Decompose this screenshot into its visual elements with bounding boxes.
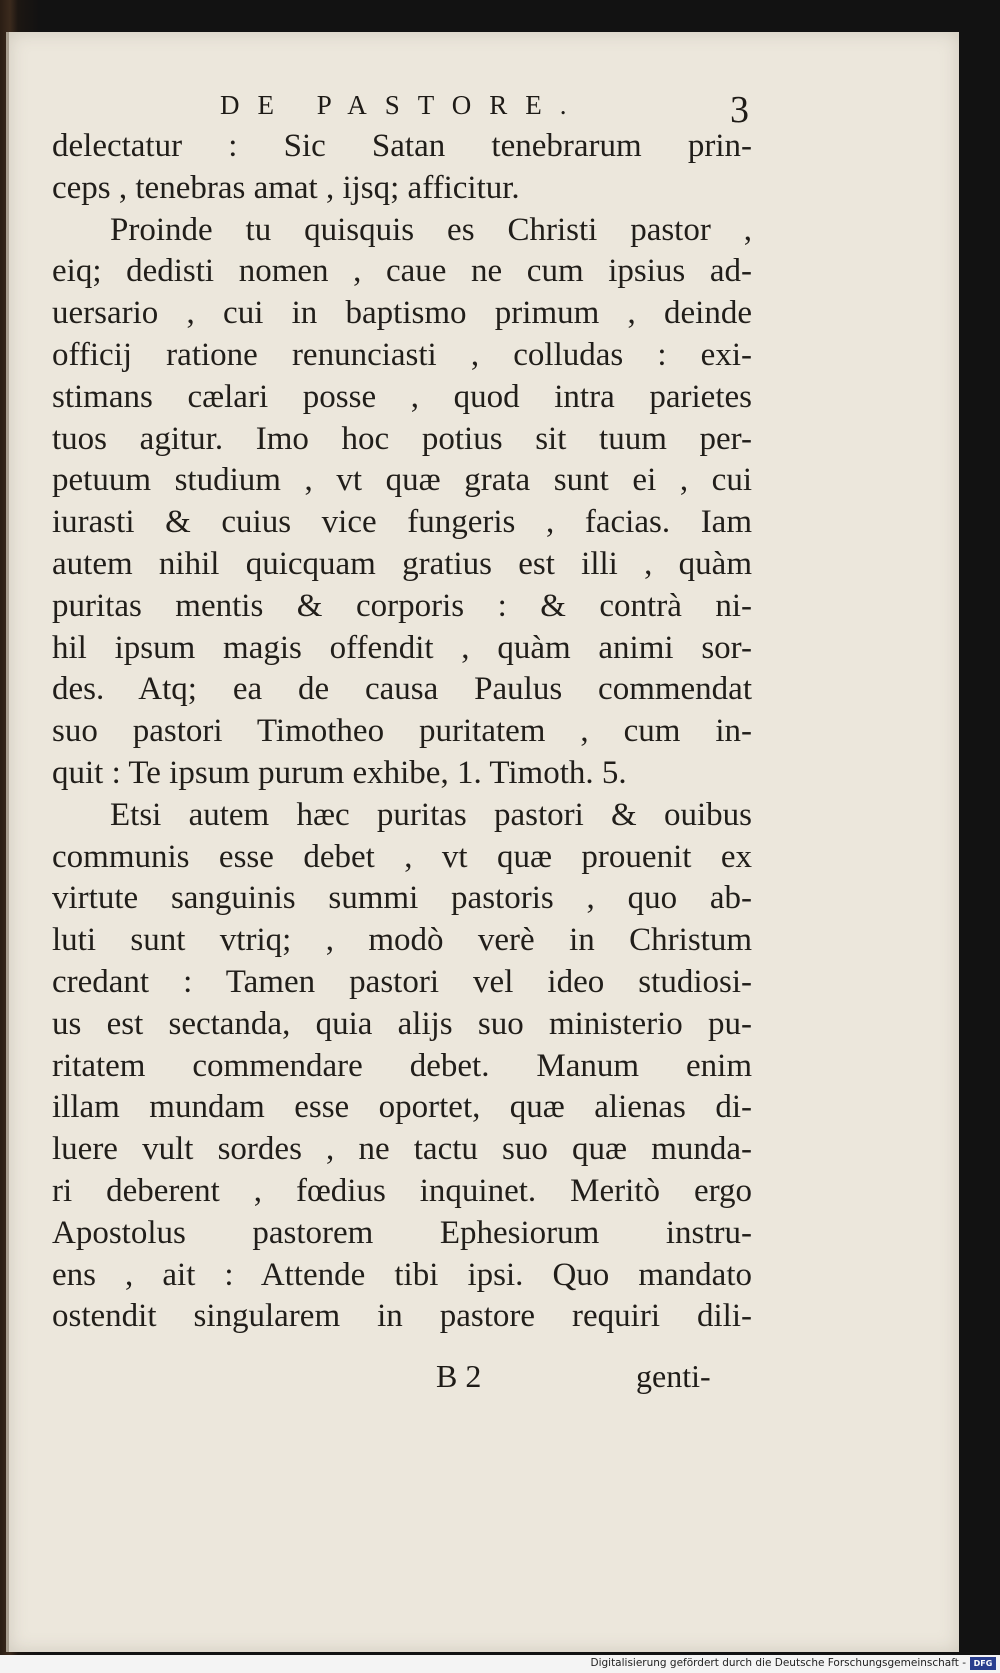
text-line: ri deberent , fœdius inquinet. Meritò ergo — [52, 1172, 752, 1209]
text-line: communis esse debet , vt quæ prouenit ex — [52, 838, 752, 875]
running-head: DE PASTORE. — [220, 90, 585, 120]
text-line: uersario , cui in baptismo primum , deinde — [52, 295, 752, 332]
text-line: suo pastori Timotheo puritatem , cum in- — [52, 713, 752, 750]
text-line: luti sunt vtriq; , modò verè in Christum — [52, 922, 752, 959]
text-line: puritas mentis & corporis : & contrà ni- — [52, 587, 752, 624]
text-line: eiq; dedisti nomen , caue ne cum ipsius ad- — [52, 253, 752, 290]
text-line: ostendit singularem in pastore requiri dili- — [52, 1298, 752, 1335]
text-line: delectatur : Sic Satan tenebrarum prin- — [52, 128, 752, 164]
text-line: hil ipsum magis offendit , quàm animi sor- — [52, 629, 752, 666]
text-line: iurasti & cuius vice fungeris , facias. Iam — [52, 504, 752, 541]
text-line: us est sectanda, quia alijs suo ministerio pu- — [52, 1005, 752, 1042]
text-line: des. Atq; ea de causa Paulus commendat — [52, 671, 752, 708]
body-text — [52, 126, 752, 1338]
text-line: tuos agitur. Imo hoc potius sit tuum per- — [52, 420, 752, 457]
text-line: officij ratione renunciasti , colludas : exi- — [52, 336, 752, 373]
dfg-logo: DFG — [970, 1657, 996, 1670]
page-number: 3 — [730, 89, 749, 131]
text-line: stimans cælari posse , quod intra parietes — [52, 378, 752, 415]
text-line: luere vult sordes , ne tactu suo quæ munda- — [52, 1131, 752, 1168]
digitization-credit: Digitalisierung gefördert durch die Deutsche Forschungsgemeinschaft - — [590, 1657, 966, 1669]
text-line: ceps , tenebras amat , ijsq; afficitur. — [52, 169, 520, 206]
catchword: genti- — [636, 1358, 711, 1394]
text-line: quit : Te ipsum purum exhibe, 1. Timoth. 5. — [52, 754, 627, 791]
text-line: virtute sanguinis summi pastoris , quo ab- — [52, 880, 752, 917]
signature-mark: B 2 — [436, 1358, 482, 1394]
text-line: credant : Tamen pastori vel ideo studiosi- — [52, 963, 752, 1000]
text-line: autem nihil quicquam gratius est illi , quàm — [52, 545, 752, 582]
text-line: Apostolus pastorem Ephesiorum instru- — [52, 1214, 752, 1251]
text-line: Etsi autem hæc puritas pastori & ouibus — [110, 796, 752, 833]
text-line: ens , ait : Attende tibi ipsi. Quo mandato — [52, 1256, 752, 1293]
text-line: ritatem commendare debet. Manum enim — [52, 1047, 752, 1084]
text-line: petuum studium , vt quæ grata sunt ei , cui — [52, 462, 752, 499]
text-line: illam mundam esse oportet, quæ alienas di- — [52, 1089, 752, 1126]
text-line: Proinde tu quisquis es Christi pastor , — [110, 211, 752, 248]
